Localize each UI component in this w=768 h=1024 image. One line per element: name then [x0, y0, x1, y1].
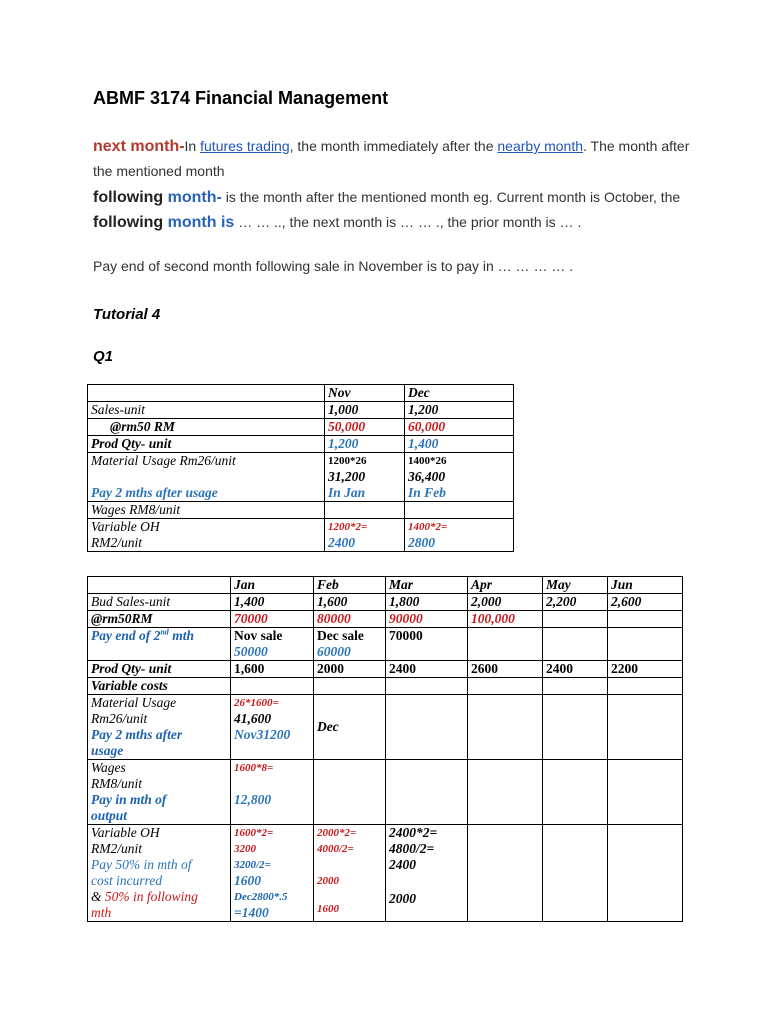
table-cell — [543, 695, 608, 760]
table-cell — [88, 577, 231, 594]
cell-line: =1400 — [234, 905, 269, 920]
cell-line: 1600 — [317, 903, 339, 915]
table-cell — [608, 628, 683, 661]
cell-line: 41,600 — [234, 711, 272, 726]
cell-line: 1200*2= — [328, 521, 368, 533]
following-term-2: following — [93, 214, 168, 231]
column-header: Jun — [608, 577, 683, 594]
row-label-line: Pay 2 mths after — [91, 727, 183, 742]
row-label-line: Pay in mth of — [91, 792, 167, 807]
q1-jan-jun-table — [87, 576, 683, 922]
row-label-line: usage — [91, 743, 124, 758]
definition-text: is the month after the mentioned month eg. Current month is October, the — [221, 189, 681, 205]
pay-sentence: Pay end of second month following sale in November is to pay in … … … … . — [93, 258, 574, 274]
cell-line: 36,400 — [408, 469, 446, 484]
table-cell — [468, 825, 543, 922]
table-row — [88, 502, 514, 519]
table-cell — [405, 502, 514, 519]
table-cell — [386, 678, 468, 695]
row-label: @rm50RM — [88, 611, 231, 628]
cell-line: 4800/2= — [389, 841, 435, 856]
q1-heading: Q1 — [93, 348, 114, 365]
definition-text: . The month after the mentioned month — [93, 138, 690, 179]
table-cell — [543, 611, 608, 628]
table-row — [88, 628, 683, 661]
row-label-text: mth — [168, 628, 194, 643]
row-label-text: 50% in following — [104, 889, 198, 904]
table-cell — [608, 760, 683, 825]
table-cell: 1,200 — [405, 402, 514, 419]
row-label-line: RM8/unit — [91, 776, 142, 791]
table-cell: 50,000 — [325, 419, 405, 436]
cell-line: 1600*8= — [234, 762, 274, 774]
cell-line: 3200 — [234, 843, 256, 855]
cell-line: 1200*26 — [328, 455, 367, 467]
table-cell: 2600 — [468, 661, 543, 678]
table-cell: 100,000 — [468, 611, 543, 628]
table-row — [88, 678, 683, 695]
month-term: month- — [167, 189, 222, 206]
table-cell — [231, 825, 314, 922]
next-month-term: next month- — [93, 138, 185, 155]
cell-line: 2000 — [389, 891, 416, 906]
table-cell — [543, 825, 608, 922]
table-cell: 70000 — [386, 628, 468, 661]
q1-nov-dec-table — [87, 384, 514, 552]
table-cell — [543, 760, 608, 825]
row-label — [88, 453, 325, 502]
row-label-text: Pay end of 2 — [91, 628, 161, 643]
cell-line: Nov sale — [234, 628, 283, 643]
row-label-line: Pay 2 mths after usage — [91, 485, 218, 500]
table-cell — [405, 519, 514, 552]
table-cell — [231, 695, 314, 760]
row-label-line: RM2/unit — [91, 841, 142, 856]
cell-line: 12,800 — [234, 792, 272, 807]
table-cell — [314, 628, 386, 661]
row-label-line: RM2/unit — [91, 535, 142, 550]
cell-line: 1600 — [234, 873, 261, 888]
column-header: Mar — [386, 577, 468, 594]
row-label-line: Rm26/unit — [91, 711, 148, 726]
row-label — [88, 760, 231, 825]
cell-line: 26*1600= — [234, 697, 279, 709]
row-label-line: Material Usage — [91, 695, 177, 710]
table-cell — [543, 678, 608, 695]
row-label-line: Pay 50% in mth of — [91, 857, 192, 872]
table-cell — [608, 695, 683, 760]
table-row — [88, 825, 683, 922]
column-header: May — [543, 577, 608, 594]
cell-line: 2000*2= — [317, 827, 357, 839]
table-cell — [325, 453, 405, 502]
table-cell: 1,200 — [325, 436, 405, 453]
column-header: Jan — [231, 577, 314, 594]
cell-line: 3200/2= — [234, 859, 271, 871]
row-label: Bud Sales-unit — [88, 594, 231, 611]
table-row — [88, 419, 514, 436]
table-cell — [468, 628, 543, 661]
table-cell — [231, 628, 314, 661]
cell-line: 60000 — [317, 644, 351, 659]
table-cell: 2200 — [608, 661, 683, 678]
table-cell — [314, 760, 386, 825]
cell-line: 2000 — [317, 875, 339, 887]
table-row — [88, 402, 514, 419]
row-label: Wages RM8/unit — [88, 502, 325, 519]
month-is-term: month is — [167, 214, 235, 231]
column-header: Nov — [325, 385, 405, 402]
table-cell: 1,800 — [386, 594, 468, 611]
nearby-month-link[interactable]: nearby month — [497, 138, 583, 154]
table-row — [88, 695, 683, 760]
row-label — [88, 695, 231, 760]
cell-line: 4000/2= — [317, 843, 354, 855]
table-cell — [468, 678, 543, 695]
table-cell: Dec — [314, 695, 386, 760]
table-cell: 2,600 — [608, 594, 683, 611]
row-label: Sales-unit — [88, 402, 325, 419]
table-cell — [543, 628, 608, 661]
table-cell — [608, 611, 683, 628]
cell-line: 50000 — [234, 644, 268, 659]
table-cell — [88, 385, 325, 402]
following-term: following — [93, 189, 168, 206]
row-label — [88, 628, 231, 661]
table-cell: 2400 — [543, 661, 608, 678]
cell-line: Dec sale — [317, 628, 364, 643]
table-cell — [386, 695, 468, 760]
table-row — [88, 453, 514, 502]
table-cell: 1,600 — [314, 594, 386, 611]
document-title: ABMF 3174 Financial Management — [93, 88, 389, 108]
cell-line: In Feb — [408, 485, 446, 500]
table-cell — [231, 678, 314, 695]
cell-line: 2800 — [408, 535, 435, 550]
table-cell: 70000 — [231, 611, 314, 628]
table-cell: 1,600 — [231, 661, 314, 678]
definition-text: , the month immediately after the — [289, 138, 498, 154]
table-row — [88, 661, 683, 678]
table-cell — [325, 502, 405, 519]
row-label-line: mth — [91, 905, 112, 920]
table-cell: 80000 — [314, 611, 386, 628]
following-month-definition — [93, 185, 693, 235]
table-row — [88, 611, 683, 628]
next-month-definition — [93, 134, 693, 183]
row-label — [88, 825, 231, 922]
column-header: Feb — [314, 577, 386, 594]
row-label-line: Material Usage Rm26/unit — [91, 453, 236, 468]
row-label-line: output — [91, 808, 128, 823]
cell-line: Nov31200 — [234, 727, 291, 742]
table-cell: 2,000 — [468, 594, 543, 611]
superscript: nd — [160, 627, 169, 637]
table-cell — [386, 760, 468, 825]
tutorial-heading: Tutorial 4 — [93, 306, 161, 323]
cell-line: 1400*26 — [408, 455, 447, 467]
row-label-line: Variable OH — [91, 825, 160, 840]
table-cell: 1,000 — [325, 402, 405, 419]
row-label: Prod Qty- unit — [88, 436, 325, 453]
futures-trading-link[interactable]: futures trading — [200, 138, 290, 154]
row-label: Prod Qty- unit — [88, 661, 231, 678]
column-header: Dec — [405, 385, 514, 402]
table-cell — [314, 678, 386, 695]
cell-line: 1400*2= — [408, 521, 448, 533]
table-cell — [468, 760, 543, 825]
cell-line: Dec2800*.5 — [234, 891, 288, 903]
table-cell — [231, 760, 314, 825]
cell-line: 2400*2= — [389, 825, 438, 840]
table-cell — [405, 453, 514, 502]
table-row — [88, 577, 683, 594]
cell-line: 1600*2= — [234, 827, 274, 839]
cell-line: In Jan — [328, 485, 366, 500]
row-label-line: cost incurred — [91, 873, 163, 888]
table-row — [88, 436, 514, 453]
table-cell — [608, 678, 683, 695]
table-cell: 1,400 — [405, 436, 514, 453]
table-cell — [325, 519, 405, 552]
row-label-text: & — [91, 889, 105, 904]
row-label: Variable costs — [88, 678, 231, 695]
table-cell — [468, 695, 543, 760]
table-cell — [608, 825, 683, 922]
table-cell: 2400 — [386, 661, 468, 678]
definition-text: … … .., the next month is … … ., the prior month is … . — [234, 214, 582, 230]
table-cell: 1,400 — [231, 594, 314, 611]
table-row — [88, 519, 514, 552]
table-cell: 90000 — [386, 611, 468, 628]
cell-line: 31,200 — [328, 469, 366, 484]
row-label: @rm50 RM — [88, 419, 325, 436]
table-cell — [314, 825, 386, 922]
row-label-line: Variable OH — [91, 519, 160, 534]
table-row — [88, 385, 514, 402]
table-cell: 2,200 — [543, 594, 608, 611]
row-label — [88, 519, 325, 552]
column-header: Apr — [468, 577, 543, 594]
table-cell: 60,000 — [405, 419, 514, 436]
table-cell: 2000 — [314, 661, 386, 678]
cell-line: 2400 — [328, 535, 355, 550]
table-row — [88, 594, 683, 611]
table-row — [88, 760, 683, 825]
row-label-line: Wages — [91, 760, 126, 775]
definition-text: In — [184, 138, 201, 154]
cell-line: 2400 — [389, 857, 416, 872]
table-cell — [386, 825, 468, 922]
